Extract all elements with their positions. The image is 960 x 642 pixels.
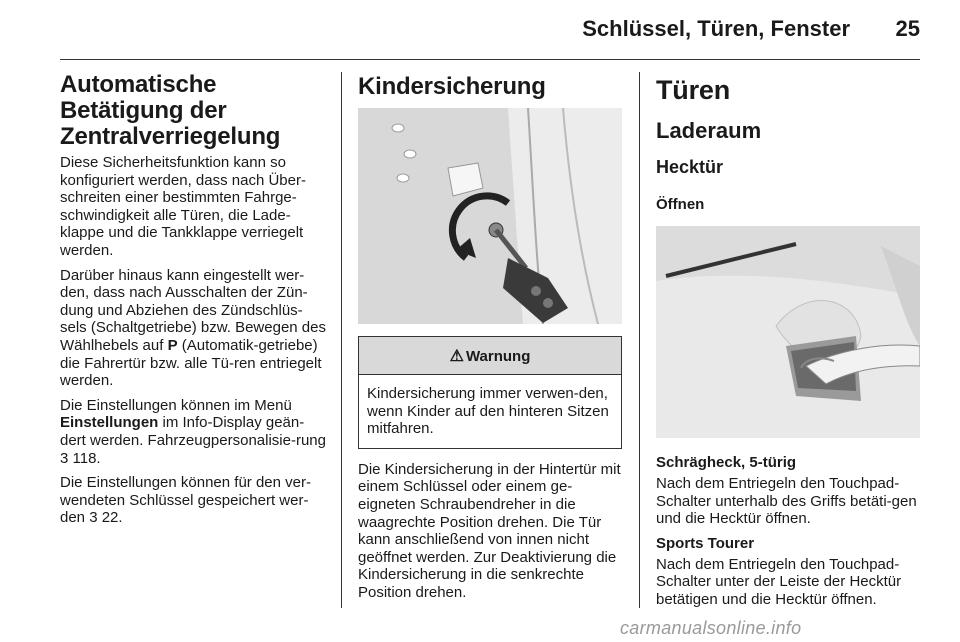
- text-span: (Automatik-getriebe) die Fahrertür bzw. alle Tü-ren entriegelt werden.: [60, 336, 322, 390]
- paragraph-sports-tourer-opening: Nach dem Entriegeln den Touchpad-Schalter unter der Leiste der Hecktür betätigen und die Hecktür öffnen.: [656, 555, 902, 608]
- paragraph-child-lock-instructions: Die Kindersicherung in der Hintertür mit einem Schlüssel oder einem ge-eigneten Schraubendreher in die waagrechte Position drehen. Die Tür kann anschließend von innen nicht geöffnet werden. Zur Deaktivierung die Kindersicherung in die senkrechte Position drehen.: [358, 460, 621, 601]
- page-header: [0, 0, 960, 60]
- page-reference-22[interactable]: 3 22.: [89, 509, 123, 527]
- selector-position-p: P: [167, 336, 178, 354]
- paragraph-key-memory: [60, 474, 328, 527]
- text-span: Die Einstellungen können für den ver-wendeten Schlüssel gespeichert wer-den: [60, 474, 311, 527]
- column-central-locking: [60, 72, 328, 534]
- header-rule: [60, 59, 920, 60]
- section-heading-doors: Türen: [656, 75, 731, 105]
- subheading-tailgate: Hecktür: [656, 157, 724, 177]
- section-heading-central-locking: Automatische Betätigung der Zentralverriegelung: [60, 71, 281, 150]
- warning-icon: ⚠: [449, 348, 464, 365]
- section-heading-child-lock: Kindersicherung: [358, 73, 546, 100]
- warning-title: Warnung: [465, 348, 531, 365]
- menu-name-settings: Einstellungen: [60, 414, 159, 432]
- paragraph-hatchback-opening: Nach dem Entriegeln den Touchpad-Schalter unterhalb des Griffs betäti-gen und die Hecktür öffnen.: [656, 475, 917, 528]
- column-doors: [656, 72, 920, 616]
- label-sports-tourer: Sports Tourer: [656, 534, 755, 552]
- label-hatchback: Schrägheck, 5-türig: [656, 454, 797, 471]
- tailgate-illustration: [656, 226, 920, 438]
- paragraph-safety-function: Diese Sicherheitsfunktion kann so konfiguriert werden, dass nach Über-schreiten einer bestimmten Fahrge-schwindigkeit alle Türen, die Lade-klappe und die Tankklappe verriegelt werden.: [60, 154, 306, 259]
- paragraph-settings-menu: [60, 397, 328, 467]
- column-divider-1: [341, 72, 342, 608]
- watermark: carmanualsonline.info: [620, 618, 802, 638]
- warning-header: [359, 337, 621, 375]
- warning-box: [358, 336, 622, 449]
- page-number: 25: [895, 16, 920, 41]
- paragraph-unlock-setting: [60, 267, 328, 390]
- tailgate-drawing: [656, 226, 920, 438]
- running-header-title: Schlüssel, Türen, Fenster: [582, 16, 850, 41]
- child-lock-drawing: [358, 108, 622, 324]
- warning-text: Kindersicherung immer verwen-den, wenn Kinder auf den hinteren Sitzen mitfahren.: [367, 385, 609, 438]
- text-span: Darüber hinaus kann eingestellt wer-den, dass nach Ausschalten der Zün-dung und Abziehen des Zündschlüs-sels (Schaltgetriebe) bzw. Bewegen des Wählhebels auf: [60, 266, 326, 354]
- column-divider-2: [639, 72, 640, 608]
- page-reference-118[interactable]: 3 118.: [60, 449, 101, 467]
- child-lock-illustration: [358, 108, 622, 324]
- column-child-lock: [358, 72, 622, 609]
- subheading-load-compartment: Laderaum: [656, 118, 762, 143]
- minor-heading-opening: Öffnen: [656, 196, 705, 213]
- text-span: im Info-Display geän-dert werden. Fahrzeugpersonalisie-rung: [60, 414, 326, 449]
- text-span: Die Einstellungen können im Menü: [60, 396, 292, 414]
